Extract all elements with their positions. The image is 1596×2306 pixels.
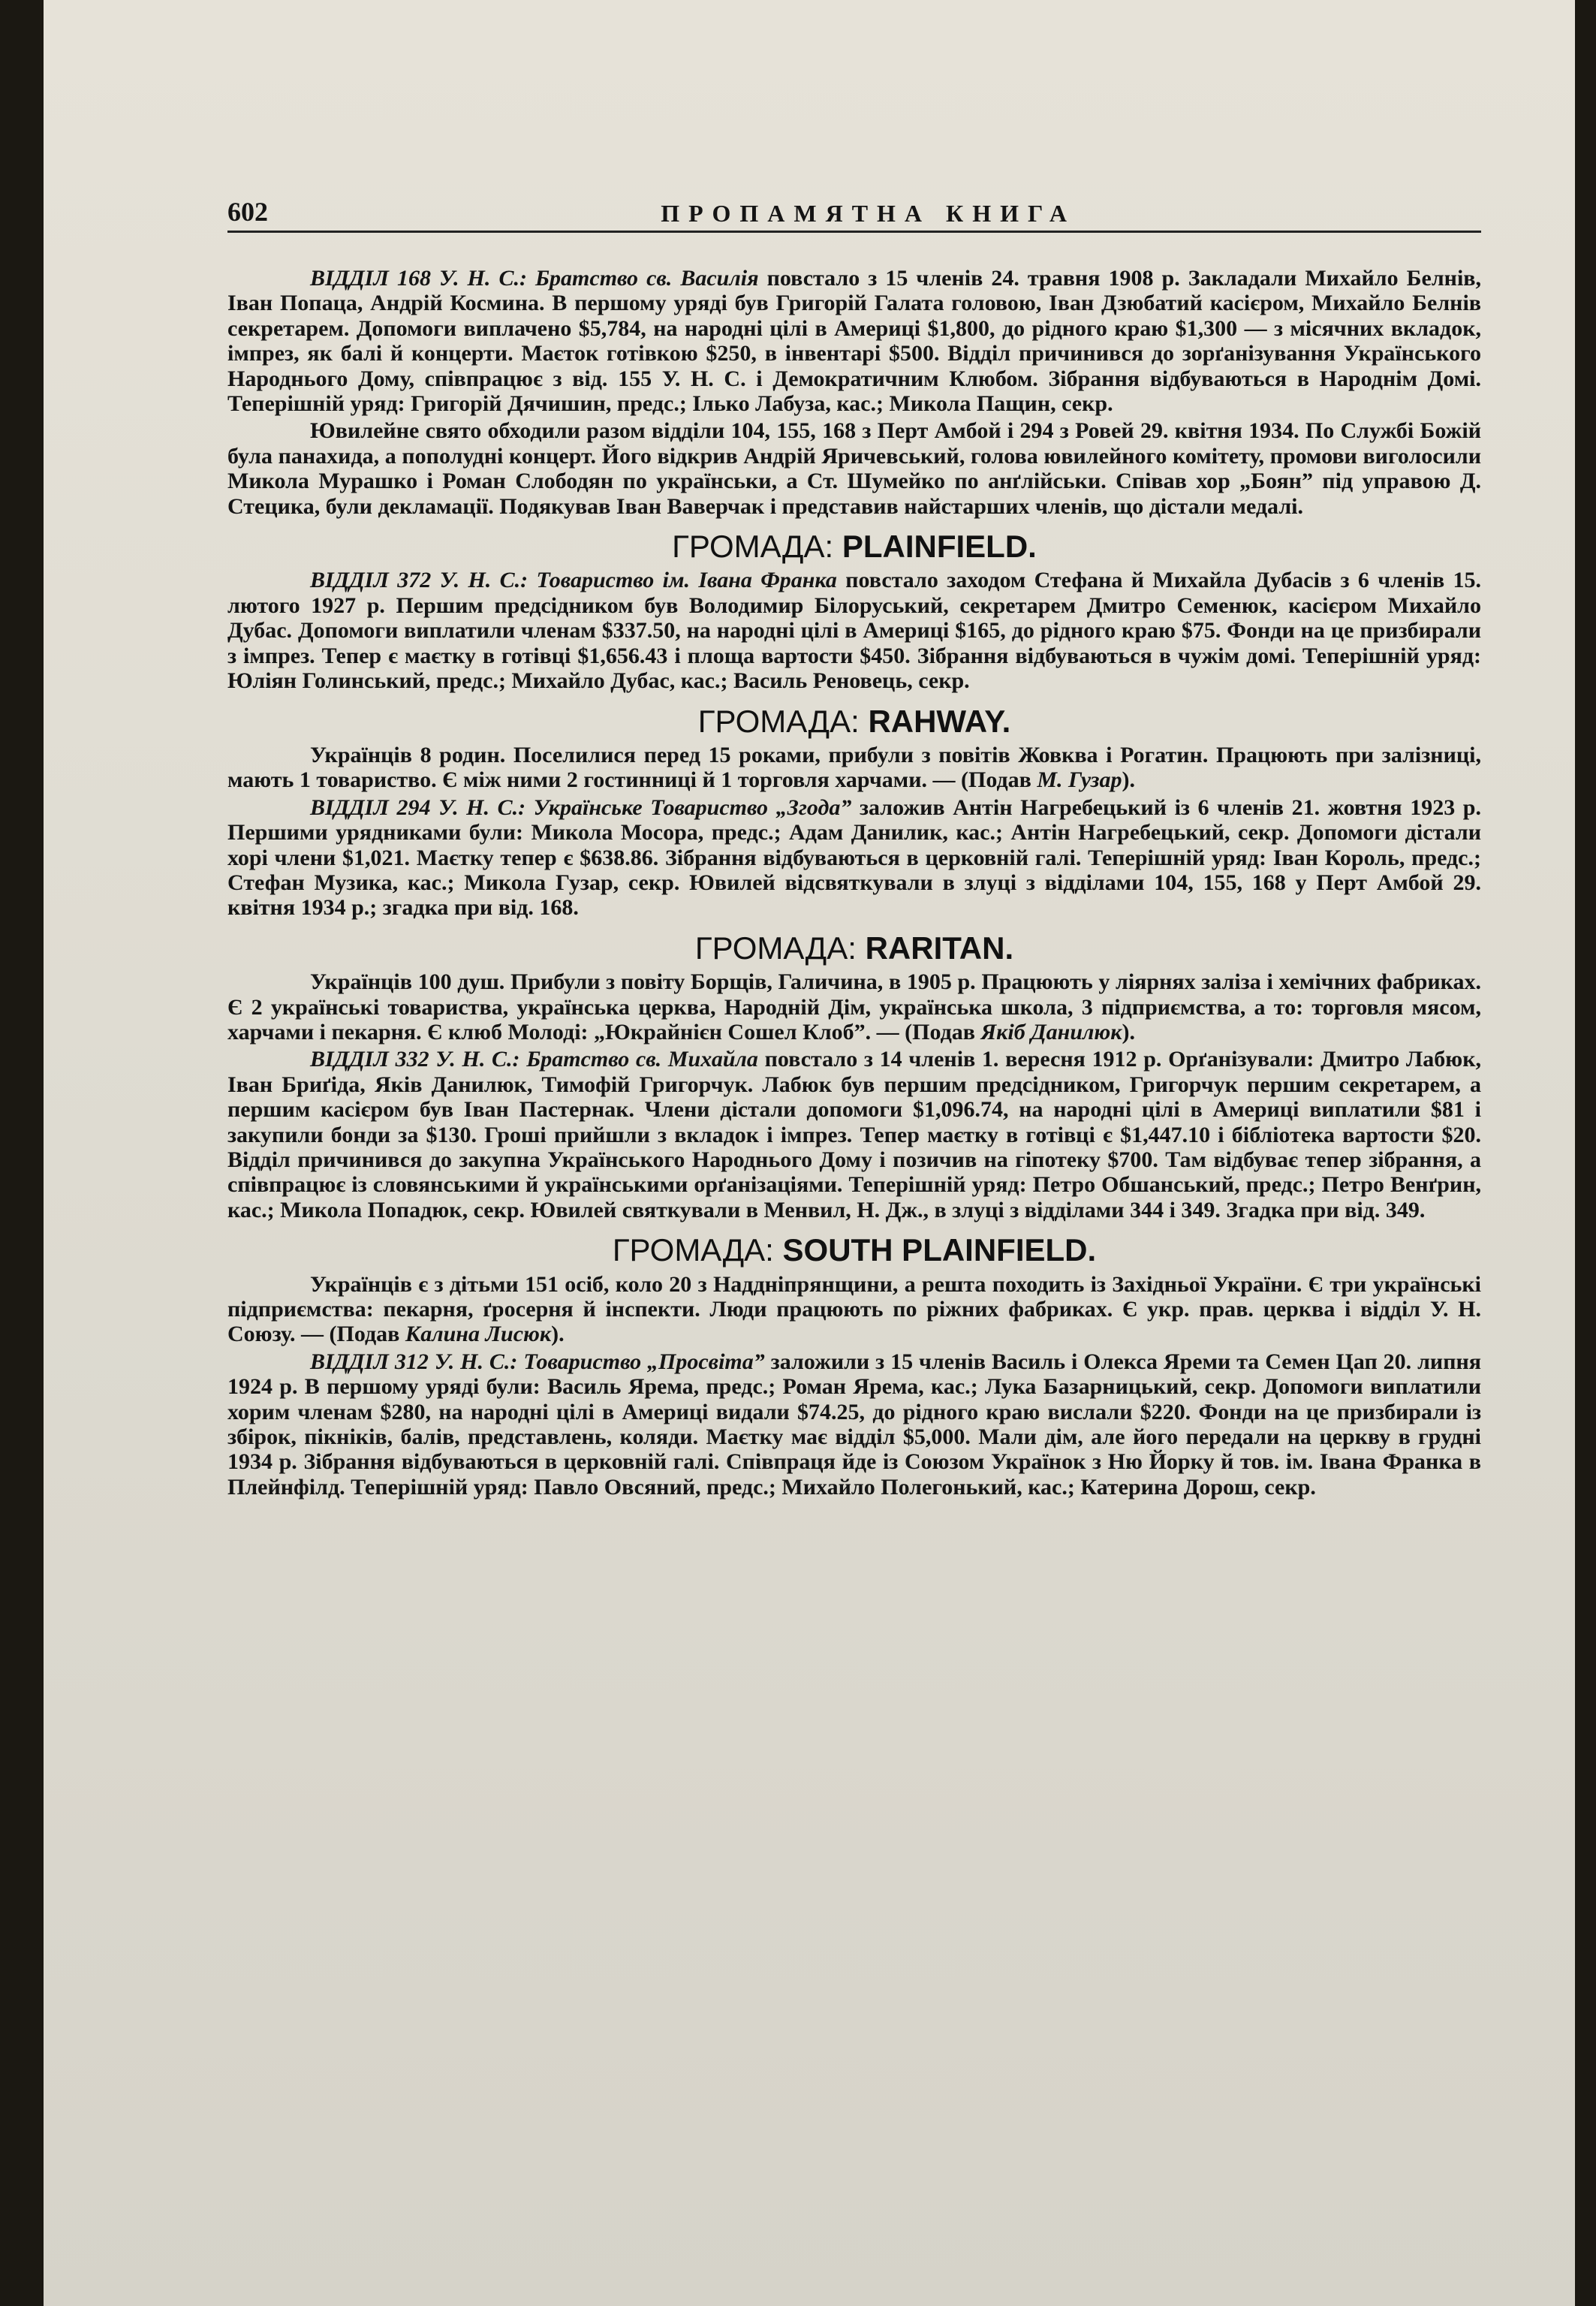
paragraph-community-rahway: [227, 743, 1481, 793]
paragraph-text: повстало з 14 членів 1. вересня 1912 р. Орґанізували: Дмитро Лабюк, Іван Бриґіда, Яків Данилюк, Тимофій Григорчук. Лабюк був першим предсідником, Григорчук першим секретарем, а першим касієром був Іван Пастернак. Члени дістали допомоги $1,096.74, на народні цілі в Америці виплатили $81 і закупили бонди за $130. Гроші прийшли з вкладок і імпрез. Тепер маєтку в готівці є $1,447.10 і бібліотека вартости $20. Відділ причинився до закупна Українського Народнього Дому і позичив на гіпотеку $700. Там відбуває тепер зібрання, а співпрацює із словянськими й українськими орґанізаціями. Теперішній уряд: Петро Обшанський, предс.; Петро Венґрин, кас.; Микола Попадюк, секр. Ювилей святкували в Менвил, Н. Дж., в злуці з відділами 344 і 349. Згадка при від. 349.: [227, 1047, 1481, 1222]
heading-place: SOUTH PLAINFIELD.: [782, 1232, 1097, 1268]
section-south-plainfield: [227, 1232, 1481, 1500]
section-plainfield: [227, 529, 1481, 694]
paragraph-branch-372: [227, 568, 1481, 693]
credit-name: Калина Лисюк: [405, 1322, 552, 1347]
paragraph-branch-294: [227, 795, 1481, 921]
heading-label: ГРОМАДА:: [612, 1232, 774, 1268]
heading-label: ГРОМАДА:: [672, 529, 834, 565]
paragraph-lead: ВІДДІЛ 168 У. Н. С.: Братство св. Василія: [310, 266, 759, 291]
section-heading-rahway: [227, 703, 1481, 739]
paragraph-text: Українців 8 родин. Поселилися перед 15 роками, прибули з повітів Жовква і Рогатин. Працюють при залізниці, мають 1 товариство. Є між ними 2 гостинниці й 1 торговля харчами. — (Подав: [227, 742, 1481, 793]
section-raritan: [227, 930, 1481, 1222]
article-body: [227, 266, 1481, 1500]
paragraph-lead: ВІДДІЛ 332 У. Н. С.: Братство св. Михайла: [310, 1047, 758, 1072]
heading-label: ГРОМАДА:: [697, 703, 860, 739]
paragraph-lead: ВІДДІЛ 294 У. Н. С.: Українське Товариство „Згода”: [310, 794, 852, 820]
paragraph-text: Українців 100 душ. Прибули з повіту Борщів, Галичина, в 1905 р. Працюють у ліярнях заліза і хемічних фабриках. Є 2 українські товариства, українська церква, Народній Дім, українська школа, 3 підприємства, а то: торговля мясом, харчами і пекарня. Є клюб Молоді: „Юкрайнієн Сошел Клоб”. — (Подав: [227, 969, 1481, 1044]
paragraph-text: Ювилейне свято обходили разом відділи 104, 155, 168 з Перт Амбой і 294 з Ровей 29. квітня 1934. По Службі Божій була панахида, а пополудні концерт. Його відкрив Андрій Яричевський, голова ювилейного комітету, промови виголосили Микола Мурашко і Роман Слободян по українськи, а Ст. Шумейко по анґлійськи. Співав хор „Боян” під управою Д. Стецика, були декламації. Подякував Іван Ваверчак і представив найстарших членів, що дістали медалі.: [227, 418, 1481, 519]
paragraph-text: повстало з 15 членів 24. травня 1908 р. Закладали Михайло Белнів, Іван Попаца, Андрій Космина. В першому уряді був Григорій Галата головою, Іван Дзюбатий касієром, Михайло Белнів секретарем. Допомоги виплачено $5,784, на народні цілі в Америці $1,800, до рідного краю $1,300 — з місячних вкладок, імпрез, як балі й концерти. Маєток готівкою $250, в інвентарі $500. Відділ причинився до зорґанізування Українського Народнього Дому, співпрацює з від. 155 У. Н. С. і Демократичним Клюбом. Зібрання відбуваються в Народнім Домі. Теперішній уряд: Григорій Дячишин, предс.; Ілько Лабуза, кас.; Микола Пащин, секр.: [227, 266, 1481, 417]
paragraph-text: заложив Антін Нагребецький із 6 членів 21. жовтня 1923 р. Першими урядниками були: Микола Мосора, предс.; Адам Данилик, кас.; Антін Нагребецький, секр. Допомоги дістали хорі члени $1,021. Маєтку тепер є $638.86. Зібрання відбуваються в церковній галі. Теперішній уряд: Іван Король, предс.; Стефан Музика, кас.; Микола Гузар, секр. Ювилей відсвяткували в злуці з відділами 104, 155, 168 у Перт Амбой 29. квітня 1934 р.; згадка при від. 168.: [227, 794, 1481, 921]
paragraph-community-south-plainfield: [227, 1272, 1481, 1347]
paragraph-branch-332: [227, 1047, 1481, 1222]
paragraph-tail: ).: [1122, 767, 1135, 793]
heading-place: PLAINFIELD.: [842, 529, 1037, 565]
running-header: [227, 191, 1481, 233]
page-content: [227, 191, 1481, 1502]
page-number: 602: [227, 197, 268, 227]
section-heading-south-plainfield: [227, 1232, 1481, 1268]
paragraph-tail: ).: [551, 1322, 565, 1347]
heading-place: RAHWAY.: [868, 703, 1011, 739]
paragraph-text: заложили з 15 членів Василь і Олекса Яреми та Семен Цап 20. липня 1924 р. В першому уряді були: Василь Ярема, предс.; Роман Ярема, кас.; Лука Базарницький, секр. Допомоги виплатили хорим членам $280, на народні цілі в Америці видали $74.25, до рідного краю вислали $220. Фонди на це призбирали із збірок, пікніків, балів, представлень, коляди. Маєтку має відділ $5,000. Мали дім, але його передали на церкву в грудні 1934 р. Зібрання відбуваються в церковній галі. Співпраця йде із Союзом Українок з Ню Йорку й тов. ім. Івана Франка в Плейнфілд. Теперішній уряд: Павло Овсяний, предс.; Михайло Полегонький, кас.; Катерина Дорош, секр.: [227, 1349, 1481, 1500]
paragraph-lead: ВІДДІЛ 372 У. Н. С.: Товариство ім. Івана Франка: [310, 568, 837, 593]
paragraph-tail: ).: [1122, 1019, 1136, 1044]
section-rahway: [227, 703, 1481, 921]
book-page: [44, 0, 1575, 2306]
section-heading-raritan: [227, 930, 1481, 966]
paragraph-lead: ВІДДІЛ 312 У. Н. С.: Товариство „Просвіта”: [310, 1349, 765, 1374]
paragraph-community-raritan: [227, 969, 1481, 1044]
heading-place: RARITAN.: [865, 930, 1014, 966]
paragraph-branch-168: [227, 266, 1481, 416]
heading-label: ГРОМАДА:: [694, 930, 857, 966]
paragraph-jubilee: [227, 418, 1481, 519]
credit-name: М. Гузар: [1037, 767, 1122, 793]
section-heading-plainfield: [227, 529, 1481, 565]
paragraph-branch-312: [227, 1349, 1481, 1500]
paragraph-text: Українців є з дітьми 151 осіб, коло 20 з Наддніпрянщини, а решта походить із Західньої України. Є три українські підприємства: пекарня, ґросерня й інспекти. Люди працюють по ріжних фабриках. Є укр. прав. церква і відділ У. Н. Союзу. — (Подав: [227, 1271, 1481, 1347]
paragraph-text: повстало заходом Стефана й Михайла Дубасів з 6 членів 15. лютого 1927 р. Першим предсідником був Володимир Білоруський, секретарем Дмитро Семенюк, касієром Михайло Дубас. Допомоги виплатили членам $337.50, на народні цілі в Америці $165, до рідного краю $75. Фонди на це призбирали з імпрез. Тепер є маєтку в готівці $1,656.43 і площа вартости $450. Зібрання відбуваються в чужім домі. Теперішній уряд: Юліян Голинський, предс.; Михайло Дубас, кас.; Василь Реновець, секр.: [227, 568, 1481, 694]
book-title: ПРОПАМЯТНА КНИГА: [661, 200, 1076, 227]
section-branch-168: [227, 266, 1481, 519]
credit-name: Якіб Данилюк: [980, 1019, 1122, 1044]
